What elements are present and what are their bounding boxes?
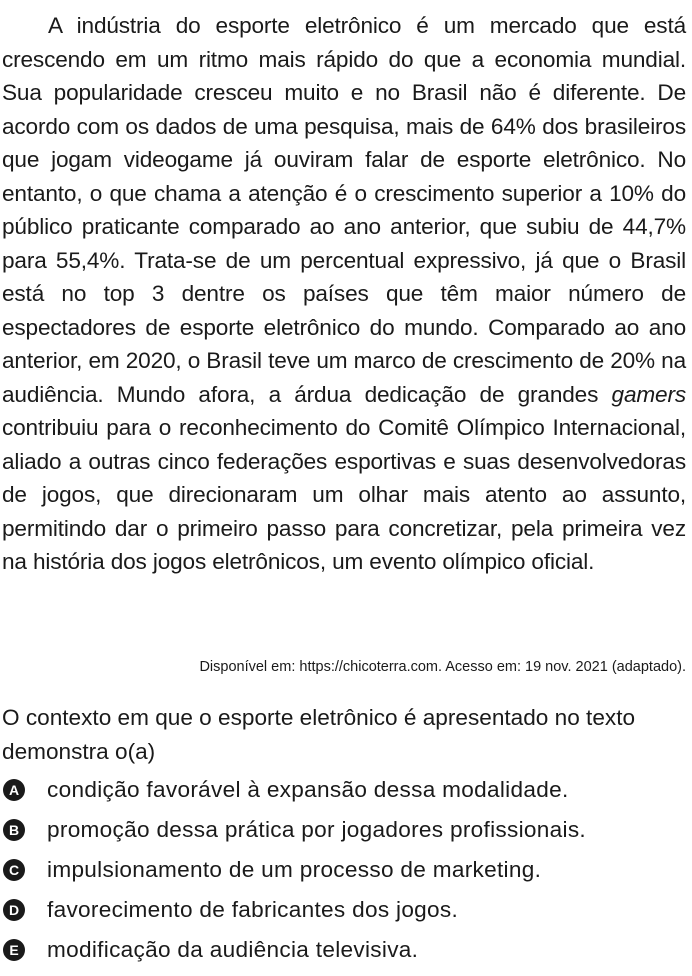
passage-italic-word: gamers	[611, 381, 686, 407]
option-a-text: condição favorável à expansão dessa modalidade.	[47, 777, 569, 802]
answer-options	[0, 770, 692, 970]
option-c-text: impulsionamento de um processo de marketing.	[47, 857, 542, 882]
option-e-letter-badge: E	[3, 939, 25, 961]
passage-text-part2: contribuiu para o reconhecimento do Comitê Olímpico Internacional, aliado a outras cinco federações esportivas e suas desenvolvedoras de jogos, que direcionaram um olhar mais atento ao assunto, permitindo dar o primeiro passo para concretizar, pela primeira vez na história dos jogos eletrônicos, um evento olímpico oficial.	[2, 415, 686, 574]
source-citation: Disponível em: https://chicoterra.com. Acesso em: 19 nov. 2021 (adaptado).	[199, 659, 686, 675]
option-b-letter-badge: B	[3, 819, 25, 841]
option-a-letter-badge: A	[3, 779, 25, 801]
option-c-letter-badge: C	[3, 859, 25, 881]
option-e[interactable]	[0, 930, 692, 970]
passage-text-part1: A indústria do esporte eletrônico é um mercado que está crescendo em um ritmo mais rápido do que a economia mundial. Sua popularidade cresceu muito e no Brasil não é diferente. De acordo com os dados de uma pesquisa, mais de 64% dos brasileiros que jogam videogame já ouviram falar de esporte eletrônico. No entanto, o que chama a atenção é o crescimento superior a 10% do público praticante comparado ao ano anterior, que subiu de 44,7% para 55,4%. Trata-se de um percentual expressivo, já que o Brasil está no top 3 dentre os países que têm maior número de espectadores de esporte eletrônico do mundo. Comparado ao ano anterior, em 2020, o Brasil teve um marco de crescimento de 20% na audiência. Mundo afora, a árdua dedicação de grandes	[2, 13, 686, 407]
option-c[interactable]	[0, 850, 692, 890]
option-d[interactable]	[0, 890, 692, 930]
option-d-letter-badge: D	[3, 899, 25, 921]
reading-passage	[2, 9, 686, 579]
option-a[interactable]	[0, 770, 692, 810]
option-d-text: favorecimento de fabricantes dos jogos.	[47, 897, 459, 922]
option-b[interactable]	[0, 810, 692, 850]
option-b-text: promoção dessa prática por jogadores profissionais.	[47, 817, 587, 842]
option-e-text: modificação da audiência televisiva.	[47, 937, 419, 962]
question-stem: O contexto em que o esporte eletrônico é apresentado no texto demonstra o(a)	[2, 705, 636, 764]
